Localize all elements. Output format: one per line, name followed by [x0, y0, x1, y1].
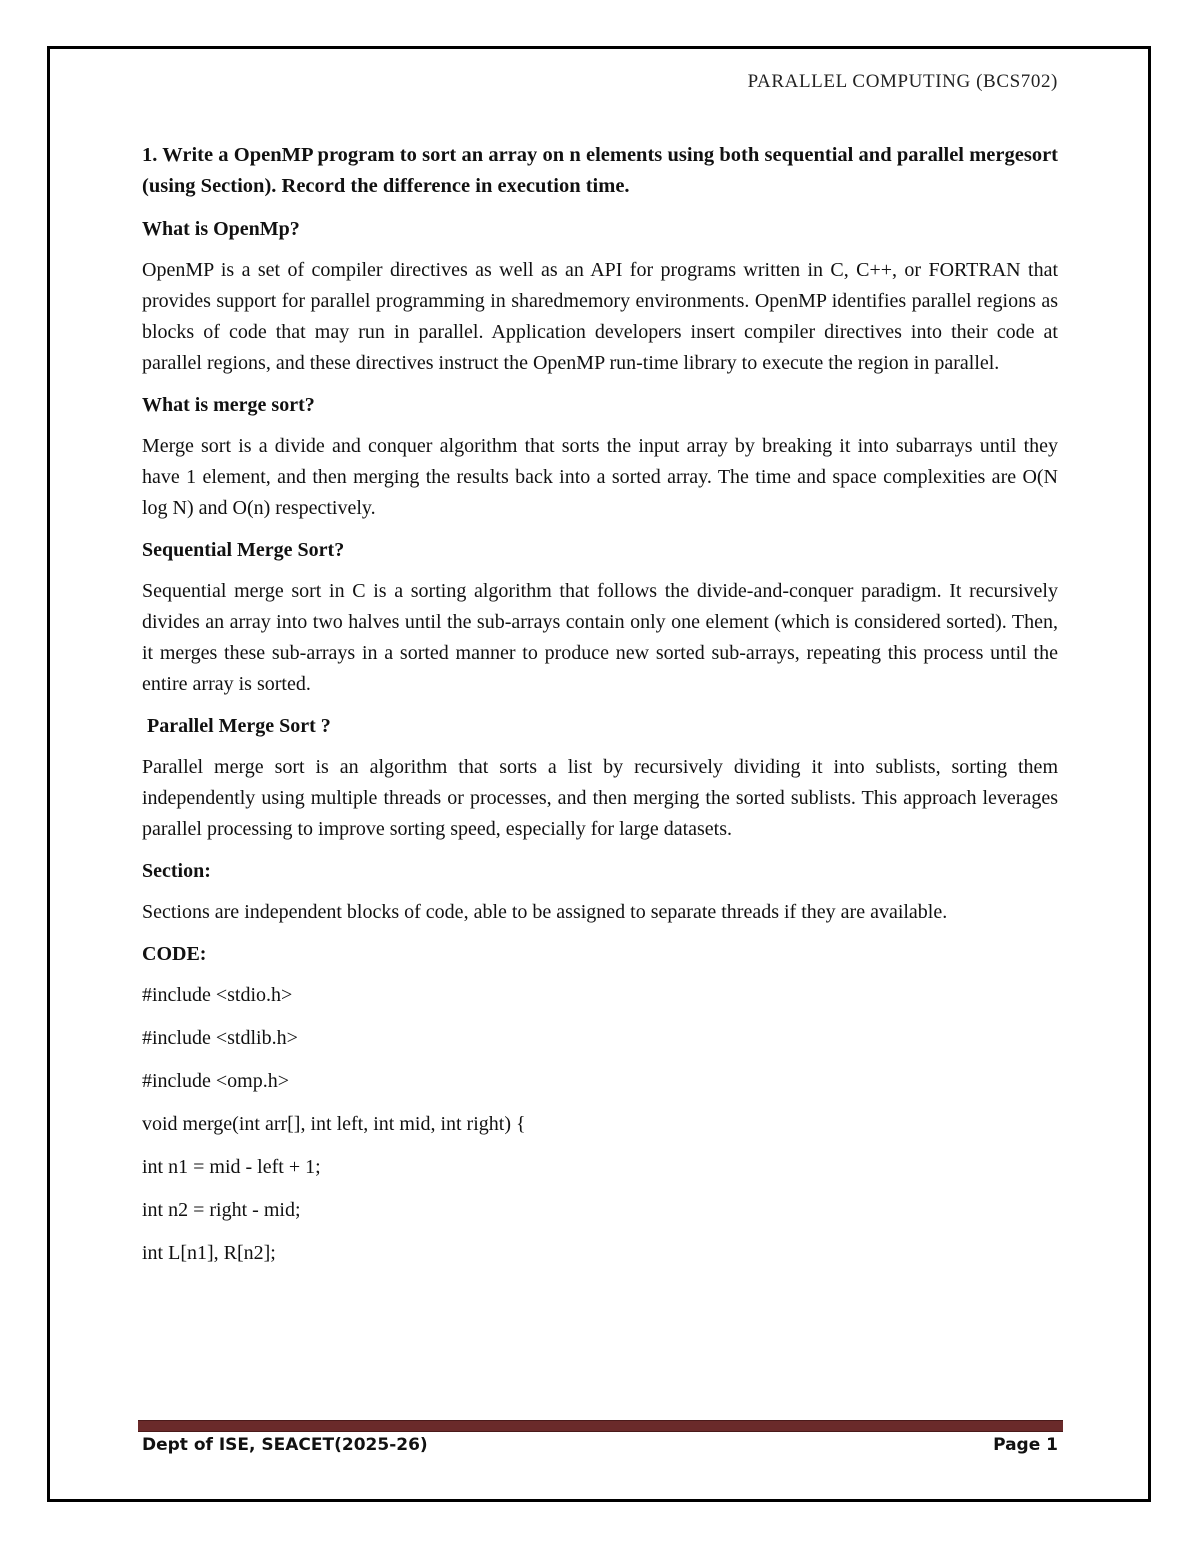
footer-rule	[138, 1420, 1063, 1432]
footer-department: Dept of ISE, SEACET(2025-26)	[142, 1435, 428, 1455]
section-paragraph: Sequential merge sort in C is a sorting algorithm that follows the divide-and-conquer paradigm. It recursively divides an array into two halves until the sub-arrays contain only one element (which is considered sorted). Then, it merges these sub-arrays in a sorted manner to produce new sorted sub-arrays, repeating this process until the entire array is sorted.	[142, 580, 1058, 695]
code-line: #include <omp.h>	[142, 1070, 289, 1092]
section-heading: Parallel Merge Sort ?	[142, 715, 331, 737]
code-line: int n1 = mid - left + 1;	[142, 1156, 321, 1178]
section-paragraph: Merge sort is a divide and conquer algorithm that sorts the input array by breaking it into subarrays until they have 1 element, and then merging the results back into a sorted array. The time and space complexities are O(N log N) and O(n) respectively.	[142, 435, 1058, 519]
section-paragraph: Sections are independent blocks of code, able to be assigned to separate threads if they are available.	[142, 901, 948, 923]
code-line: #include <stdio.h>	[142, 984, 293, 1006]
section-heading: What is OpenMp?	[142, 218, 300, 240]
document-body	[142, 140, 1058, 1281]
section-openmp	[142, 214, 1058, 379]
question-text: 1. Write a OpenMP program to sort an array on n elements using both sequential and parallel mergesort (using Section). Record the difference in execution time.	[142, 144, 1058, 197]
code-line: #include <stdlib.h>	[142, 1027, 298, 1049]
section-paragraph: Parallel merge sort is an algorithm that sorts a list by recursively dividing it into sublists, sorting them independently using multiple threads or processes, and then merging the sorted sublists. This approach leverages parallel processing to improve sorting speed, especially for large datasets.	[142, 756, 1058, 840]
code-block	[142, 939, 1058, 1269]
section-sections	[142, 856, 1058, 928]
section-parallel-merge-sort	[142, 711, 1058, 845]
section-heading: Section:	[142, 860, 211, 882]
section-paragraph: OpenMP is a set of compiler directives as well as an API for programs written in C, C++, or FORTRAN that provides support for parallel programming in sharedmemory environments. OpenMP identifies parallel regions as blocks of code that may run in parallel. Application developers insert compiler directives into their code at parallel regions, and these directives instruct the OpenMP run-time library to execute the region in parallel.	[142, 259, 1058, 374]
code-line: int n2 = right - mid;	[142, 1199, 301, 1221]
section-heading: Sequential Merge Sort?	[142, 539, 345, 561]
code-heading: CODE:	[142, 943, 207, 965]
section-sequential-merge-sort	[142, 535, 1058, 700]
running-header: PARALLEL COMPUTING (BCS702)	[747, 71, 1058, 92]
code-line: void merge(int arr[], int left, int mid, int right) {	[142, 1113, 526, 1135]
footer-page-number: Page 1	[993, 1435, 1058, 1455]
section-merge-sort	[142, 390, 1058, 524]
section-heading: What is merge sort?	[142, 394, 315, 416]
code-line: int L[n1], R[n2];	[142, 1242, 276, 1264]
